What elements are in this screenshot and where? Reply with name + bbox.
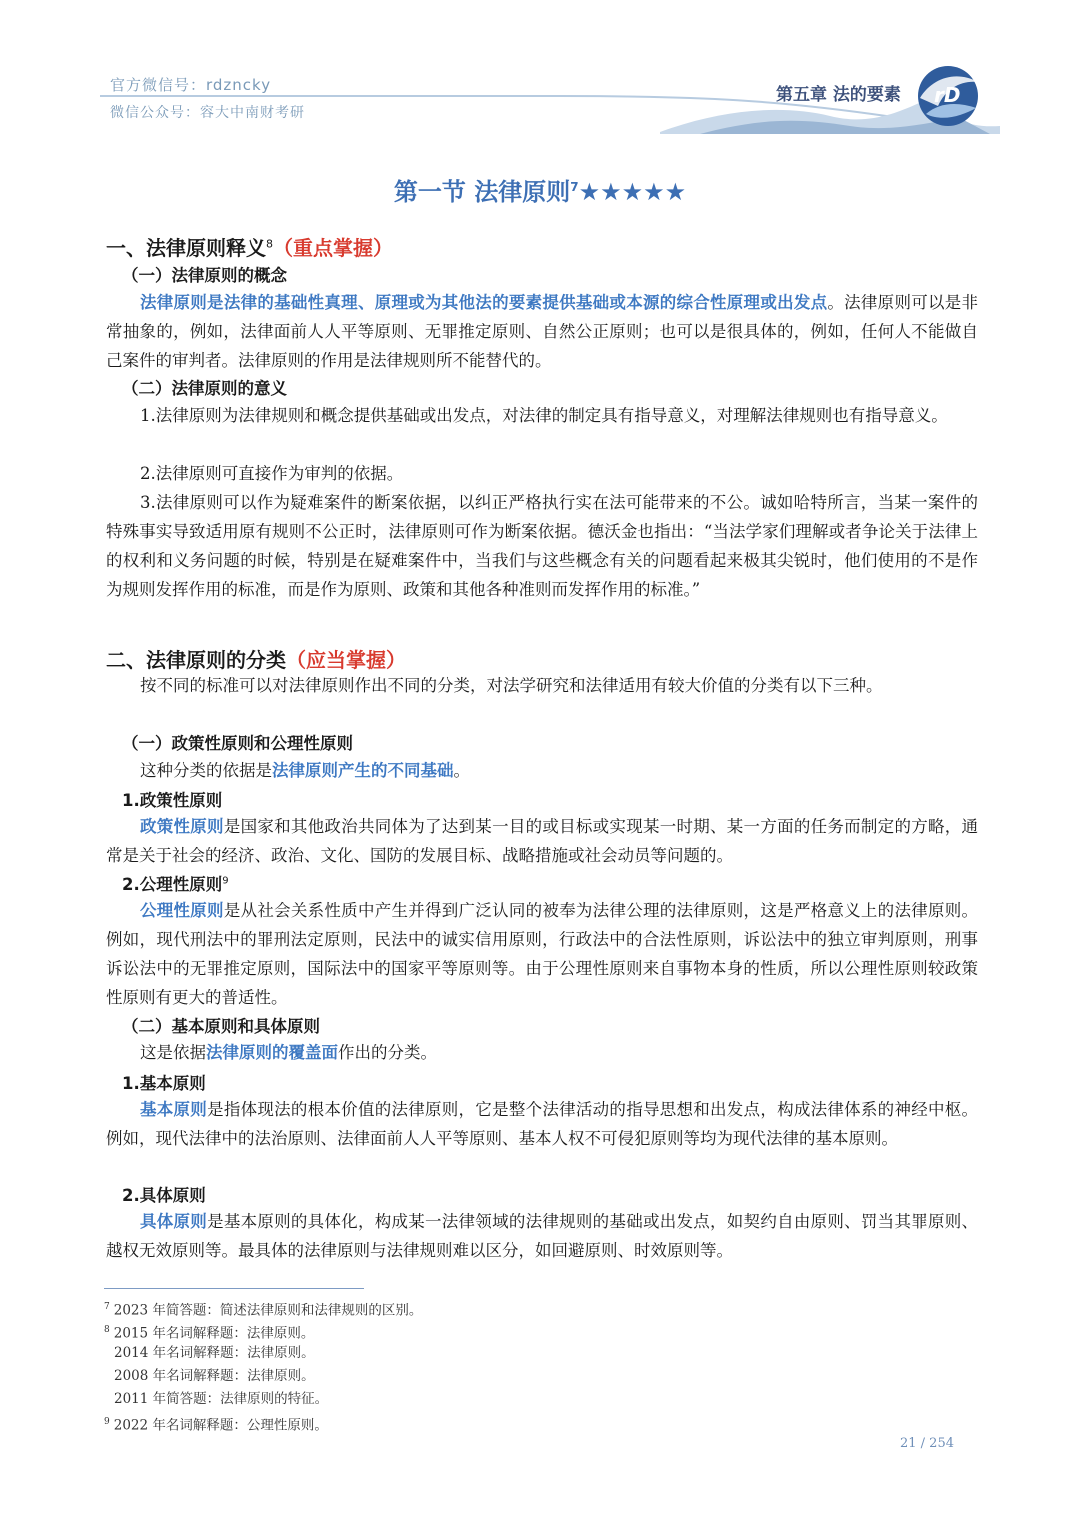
footnote-item [114,1342,315,1364]
svg-text:rD: rD [934,83,961,107]
part2-sub2-basis [106,1038,978,1067]
basis-post-text: 。 [453,761,470,780]
concept-text: 。法律原则可以是非常抽象的，例如，法律面前人人平等原则、无罪推定原则、自然公正原则；也可以是很具体的，例如，任何人不能做自己案件的审判者。法律原则的作用是法律规则所不能替代的。 [106,293,979,370]
footnote-text: 2008 年名词解释题：法律原则。 [114,1368,315,1384]
footnote-item [114,1365,315,1387]
specific-principle-highlight: 具体原则 [140,1212,208,1231]
page-header [0,0,1080,140]
significance-p3: 3.法律原则可以作为疑难案件的断案依据，以纠正严格执行实在法可能带来的不公。诚如哈特所言，当某一案件的特殊事实导致适用原有规则不公正时，法律原则可作为断案依据。德沃金也指出：“当法学家们理解或者争论关于法律上的权利和义务问题的时候，特别是在疑难案件中，当我们与这些概念有关的问题看起来极其尖锐时，他们使用的不是作为规则发挥作用的标准，而是作为原则、政策和其他各种准则而发挥作用的标准。” [106,493,978,599]
policy-principle-heading: 1.政策性原则 [122,791,223,810]
footnote-item [114,1388,328,1410]
footnote-number: 9 [104,1417,110,1427]
basic-principle-heading: 1.基本原则 [122,1074,206,1093]
footnote-item [104,1296,422,1322]
axiom-principle-heading-text: 2.公理性原则 [122,875,223,894]
basis2-pre-text: 这是依据 [140,1043,206,1062]
basic-principle-highlight: 基本原则 [140,1100,208,1119]
footnote-number: 8 [104,1325,110,1335]
footnote-ref-7: 7 [570,180,579,194]
footnote-text: 2014 年名词解释题：法律原则。 [114,1345,315,1361]
part2-heading [106,644,406,673]
footnote-text: 2023 年简答题：简述法律原则和法律规则的区别。 [113,1302,423,1319]
part1-sub1-heading: （一）法律原则的概念 [122,266,287,285]
part2-sub1-basis [106,756,978,785]
policy-principle-highlight: 政策性原则 [140,817,224,836]
basic-principle-paragraph [106,1095,978,1153]
section-title-text: 第一节 法律原则 [393,178,571,206]
part1-heading [106,232,393,261]
axiom-principle-heading [122,871,229,895]
specific-principle-paragraph [106,1207,978,1265]
policy-principle-text: 是国家和其他政治共同体为了达到某一目的或目标或实现某一时期、某一方面的任务而制定的方略，通常是关于社会的经济、政治、文化、国防的发展目标、战略措施或社会动员等问题的。 [106,817,979,865]
footnote-item [104,1319,314,1345]
wechat-public-account: 微信公众号：容大中南财考研 [110,105,305,121]
part2-tag: （应当掌握） [286,648,406,672]
footnote-number: 7 [104,1302,110,1312]
policy-principle-paragraph [106,812,978,870]
axiom-principle-highlight: 公理性原则 [140,901,224,920]
part2-sub2-heading: （二）基本原则和具体原则 [122,1017,320,1036]
section-title [0,172,1080,207]
part2-intro: 按不同的标准可以对法律原则作出不同的分类，对法学研究和法律适用有较大价值的分类有以下三种。 [140,676,883,695]
specific-principle-text: 是基本原则的具体化，构成某一法律领域的法律规则的基础或出发点，如契约自由原则、罚当其罪原则、越权无效原则等。最具体的法律原则与法律规则难以区分，如回避原则、时效原则等。 [106,1212,979,1260]
significance-p2: 2.法律原则可直接作为审判的依据。 [140,464,404,483]
part1-tag: （重点掌握） [273,236,393,260]
specific-principle-heading: 2.具体原则 [122,1186,206,1205]
footnote-ref-8: 8 [266,237,273,251]
footnote-item [104,1411,328,1437]
significance-p1: 1.法律原则为法律规则和概念提供基础或出发点，对法律的制定具有指导意义，对理解法律规则也有指导意义。 [140,406,948,425]
rating-stars: ★★★★★ [578,178,687,206]
basis-pre-text: 这种分类的依据是 [140,761,272,780]
footnote-text: 2011 年简答题：法律原则的特征。 [114,1391,329,1407]
part2-heading-text: 二、法律原则的分类 [106,648,286,672]
wechat-official-id: 官方微信号：rdzncky [110,76,272,94]
axiom-principle-paragraph [106,896,978,1012]
concept-paragraph [106,288,978,375]
basic-principle-text: 是指体现法的根本价值的法律原则，它是整个法律活动的指导思想和出发点，构成法律体系的神经中枢。例如，现代法律中的法治原则、法律面前人人平等原则、基本人权不可侵犯原则等均为现代法律的基本原则。 [106,1100,979,1148]
chapter-title: 第五章 法的要素 [776,85,901,105]
axiom-principle-text: 是从社会关系性质中产生并得到广泛认同的被奉为法律公理的法律原则，这是严格意义上的法律原则。例如，现代刑法中的罪刑法定原则，民法中的诚实信用原则，行政法中的合法性原则，诉讼法中的独立审判原则，刑事诉讼法中的无罪推定原则，国际法中的国家平等原则等。由于公理性原则来自事物本身的性质，所以公理性原则较政策性原则有更大的普适性。 [106,901,979,1007]
footnote-divider [104,1288,364,1289]
part1-heading-text: 一、法律原则释义 [106,236,266,260]
basis2-highlight: 法律原则的覆盖面 [206,1043,338,1062]
concept-highlight: 法律原则是法律的基础性真理、原理或为其他法的要素提供基础或本源的综合性原理或出发点 [140,293,828,312]
part2-sub1-heading: （一）政策性原则和公理性原则 [122,734,353,753]
rd-logo-icon [912,58,984,130]
footnote-text: 2015 年名词解释题：法律原则。 [113,1325,315,1342]
basis2-post-text: 作出的分类。 [338,1043,437,1062]
basis-highlight: 法律原则产生的不同基础 [272,761,454,780]
footnote-ref-9: 9 [222,875,229,887]
page-number: 21 / 254 [900,1436,954,1451]
part1-sub2-heading: （二）法律原则的意义 [122,379,287,398]
footnote-text: 2022 年名词解释题：公理性原则。 [113,1417,328,1434]
